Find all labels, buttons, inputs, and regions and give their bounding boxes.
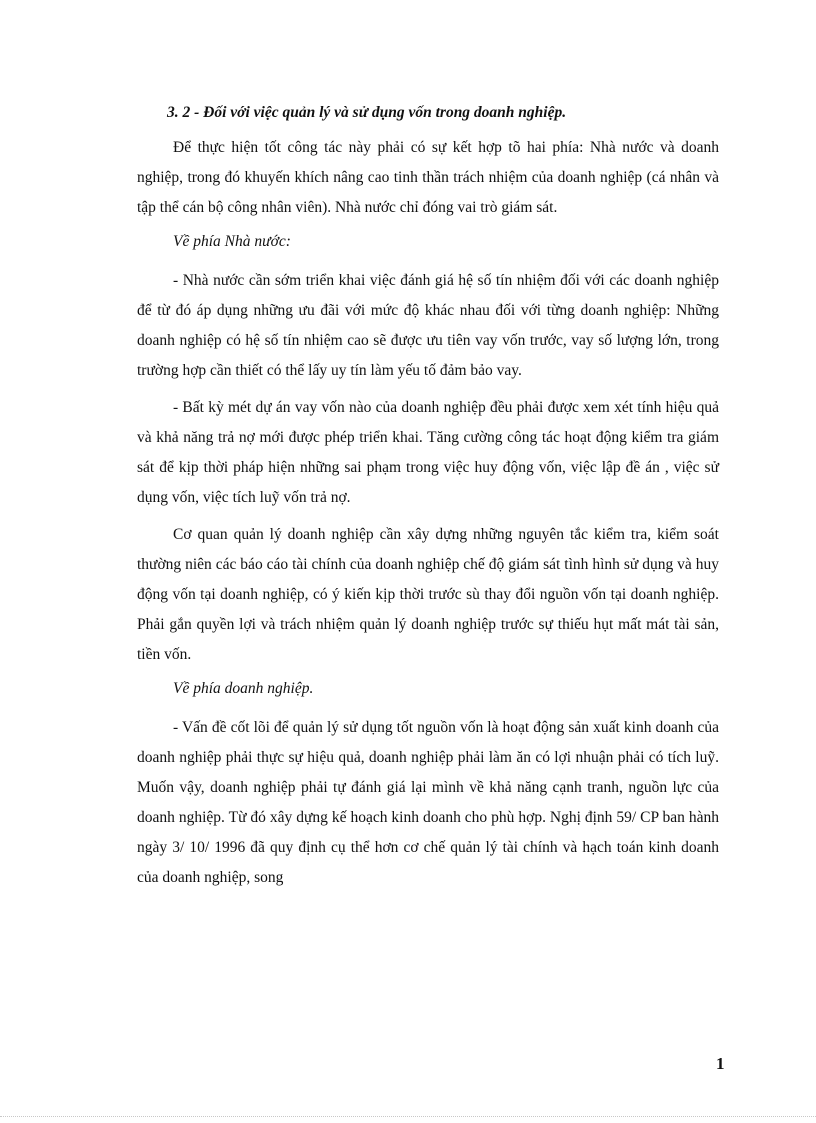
document-body bbox=[137, 101, 719, 900]
intro-paragraph: Để thực hiện tốt công tác này phải có sự kết hợp tõ hai phía: Nhà nước và doanh nghiệp, trong đó khuyến khích nâng cao tinh thần trách nhiệm của doanh nghiệp (cá nhân và tập thể cán bộ công nhân viên). Nhà nước chỉ đóng vai trò giám sát. bbox=[137, 139, 719, 216]
page-number: 1 bbox=[716, 1054, 725, 1073]
page-bottom-divider bbox=[0, 1116, 816, 1117]
state-side-paragraph: - Bất kỳ mét dự án vay vốn nào của doanh nghiệp đều phải được xem xét tính hiệu quả và khả năng trả nợ mới được phép triển khai. Tăng cường công tác hoạt động kiểm tra giám sát để kịp thời pháp hiện những sai phạm trong việc huy động vốn, việc lập đề án , việc sử dụng vốn, việc tích luỹ vốn trả nợ. bbox=[137, 399, 719, 506]
section-heading: 3. 2 - Đối với việc quản lý và sử dụng vốn trong doanh nghiệp. bbox=[167, 104, 567, 121]
enterprise-side-paragraph: - Vấn đề cốt lõi để quản lý sử dụng tốt nguồn vốn là hoạt động sản xuất kinh doanh của doanh nghiệp phải thực sự hiệu quả, doanh nghiệp phải làm ăn có lợi nhuận phải có tích luỹ. Muốn vậy, doanh nghiệp phải tự đánh giá lại mình về khả năng cạnh tranh, nguồn lực của doanh nghiệp. Từ đó xây dựng kế hoạch kinh doanh cho phù hợp. Nghị định 59/ CP ban hành ngày 3/ 10/ 1996 đã quy định cụ thể hơn cơ chế quản lý tài chính và hạch toán kinh doanh của doanh nghiệp, song bbox=[137, 719, 719, 886]
enterprise-side-subheading: Về phía doanh nghiệp. bbox=[173, 680, 314, 697]
state-side-subheading: Về phía Nhà nước: bbox=[173, 233, 291, 250]
state-side-paragraph: Cơ quan quản lý doanh nghiệp cần xây dựng những nguyên tắc kiểm tra, kiểm soát thường niên các báo cáo tài chính của doanh nghiệp chế độ giám sát tình hình sử dụng và huy động vốn tại doanh nghiệp, có ý kiến kịp thời trước sù thay đổi nguồn vốn tại doanh nghiệp. Phải gắn quyền lợi và trách nhiệm quản lý doanh nghiệp trước sự thiếu hụt mất mát tài sản, tiền vốn. bbox=[137, 526, 719, 663]
state-side-paragraph: - Nhà nước cần sớm triển khai việc đánh giá hệ số tín nhiệm đối với các doanh nghiệp để từ đó áp dụng những ưu đãi với mức độ khác nhau đối với từng doanh nghiệp: Những doanh nghiệp có hệ số tín nhiệm cao sẽ được ưu tiên vay vốn trước, vay số lượng lớn, trong trường hợp cần thiết có thể lấy uy tín làm yếu tố đảm bảo vay. bbox=[137, 272, 719, 379]
